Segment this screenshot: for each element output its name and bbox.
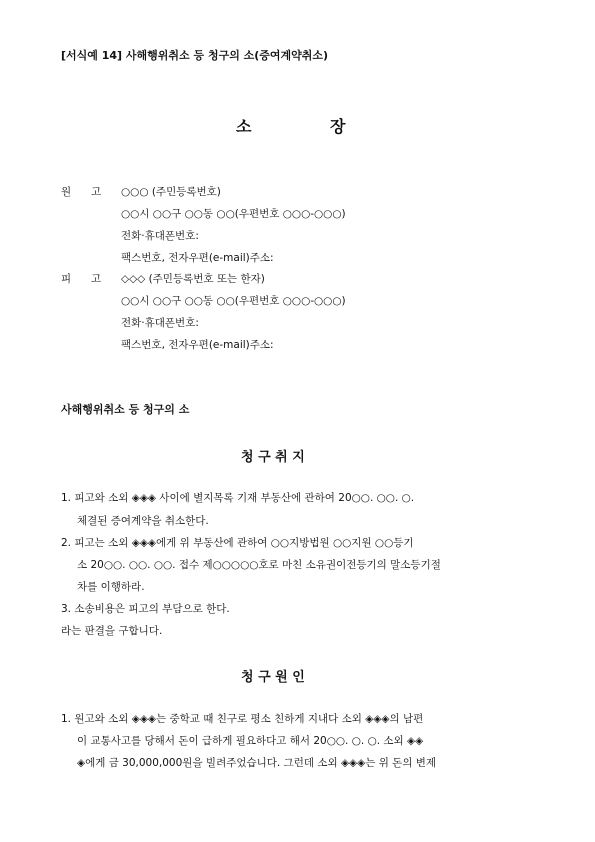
defendant-phone: 전화·휴대폰번호:	[121, 317, 199, 329]
claim-cause-line: 이 교통사고를 당해서 돈이 급하게 필요하다고 해서 20○○. ○. ○. 소외 ◈◈	[77, 735, 424, 747]
plaintiff-phone: 전화·휴대폰번호:	[121, 230, 199, 242]
defendant-role-char-1: 피	[61, 273, 72, 285]
claim-purpose-line: 체결된 증여계약을 취소한다.	[77, 515, 209, 527]
document-title-right: 장	[330, 117, 346, 136]
defendant-address: ○○시 ○○구 ○○동 ○○(우편번호 ○○○-○○○)	[121, 295, 346, 307]
claim-purpose-line: 1. 피고와 소외 ◈◈◈ 사이에 별지목록 기재 부동산에 관하여 20○○. ○○. ○.	[61, 492, 415, 504]
claim-purpose-line: 라는 판결을 구합니다.	[61, 625, 163, 637]
defendant-fax-email: 팩스번호, 전자우편(e-mail)주소:	[121, 339, 274, 351]
plaintiff-role-char-1: 원	[61, 186, 72, 198]
plaintiff-role-char-2: 고	[91, 186, 102, 198]
claim-purpose-line: 소 20○○. ○○. ○○. 접수 제○○○○○호로 마친 소유권이전등기의 말소등기절	[77, 559, 441, 571]
claim-cause-heading: 청 구 원 인	[241, 670, 305, 685]
defendant-name: ◇◇◇ (주민등록번호 또는 한자)	[121, 273, 265, 285]
form-header: [서식예 14] 사해행위취소 등 청구의 소(증여계약취소)	[61, 49, 329, 62]
plaintiff-name: ○○○ (주민등록번호)	[121, 186, 221, 198]
defendant-role-char-2: 고	[91, 273, 102, 285]
claim-purpose-line: 2. 피고는 소외 ◈◈◈에게 위 부동산에 관하여 ○○지방법원 ○○지원 ○○등기	[61, 537, 414, 549]
claim-purpose-line: 3. 소송비용은 피고의 부담으로 한다.	[61, 603, 230, 615]
claim-cause-line: 1. 원고와 소외 ◈◈◈는 중학교 때 친구로 평소 친하게 지내다 소외 ◈◈◈의 남편	[61, 713, 424, 725]
claim-purpose-heading: 청 구 취 지	[241, 450, 305, 465]
case-name: 사해행위취소 등 청구의 소	[61, 403, 190, 416]
claim-purpose-line: 차를 이행하라.	[77, 581, 145, 593]
plaintiff-fax-email: 팩스번호, 전자우편(e-mail)주소:	[121, 252, 274, 264]
claim-cause-line: ◈에게 금 30,000,000원을 빌려주었습니다. 그런데 소외 ◈◈◈는 위 돈의 변제	[77, 757, 437, 769]
plaintiff-address: ○○시 ○○구 ○○동 ○○(우편번호 ○○○-○○○)	[121, 208, 346, 220]
document-title-left: 소	[236, 117, 252, 136]
